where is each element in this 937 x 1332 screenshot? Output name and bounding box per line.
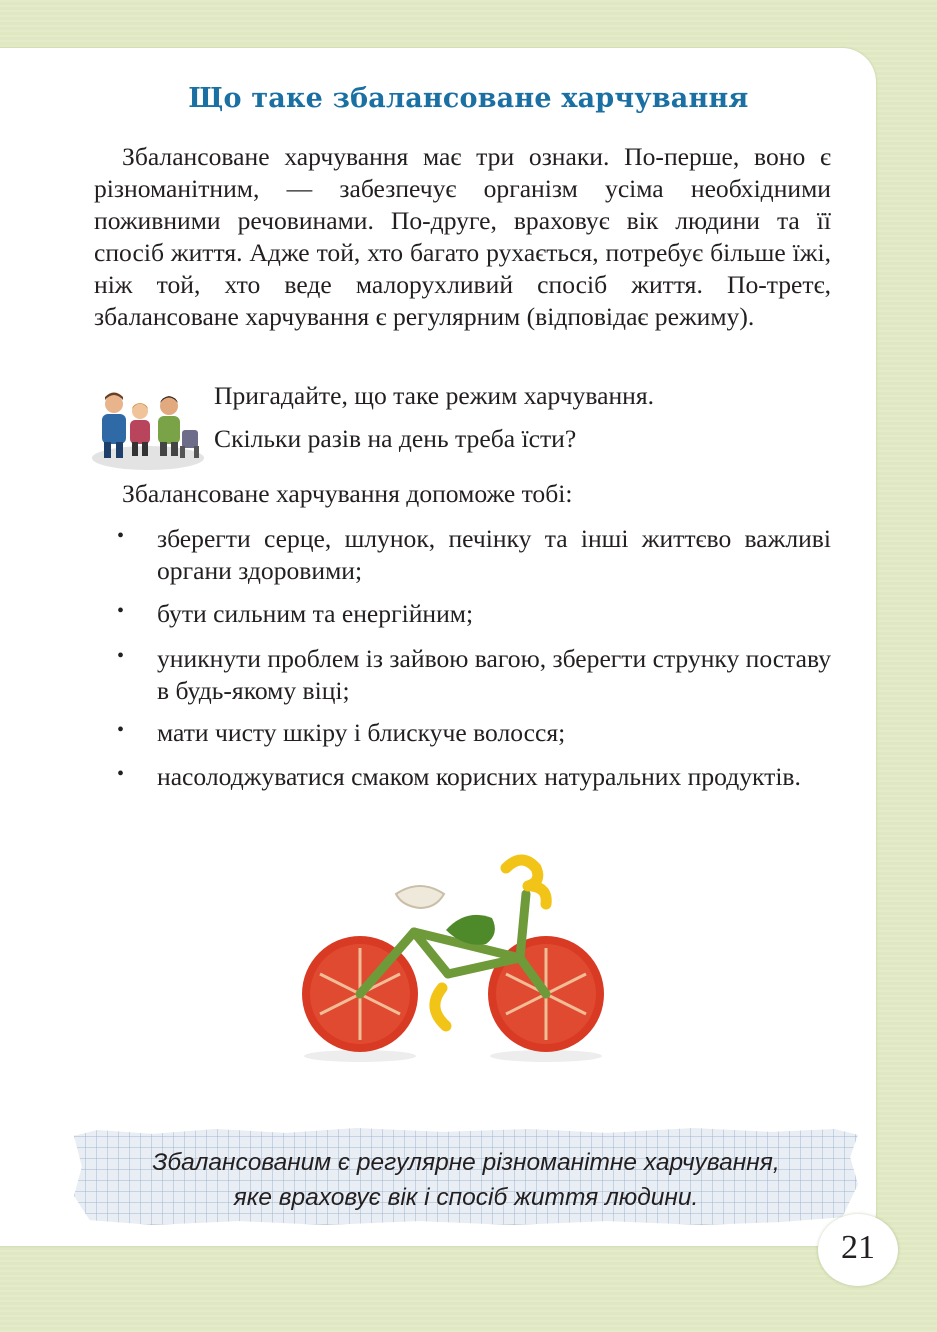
summary-line-1: Збалансованим є регулярне різноманітне харчування, — [152, 1149, 780, 1176]
question-meals-per-day: Скільки разів на день треба їсти? — [214, 424, 577, 453]
question-meal-regime: Пригадайте, що таке режим харчування. — [214, 381, 655, 410]
list-item-text: уникнути проблем із зайвою вагою, зберегти струнку поставу в будь-якому віці; — [157, 644, 832, 705]
list-item-text: зберегти серце, шлунок, печінку та інші життєво важливі органи здоровими; — [157, 524, 831, 585]
intro-paragraph: Збалансоване харчування має три ознаки. По-перше, воно є різноманітним, — забезпечує організм усіма необхідними поживними речовинами. По-друге, враховує вік людини та її спосіб життя. Адже той, хто багато рухається, потребує більше їжі, ніж той, хто веде малорухливий спосіб життя. По-третє, збалансоване харчування є регулярним (відповідає режиму). — [94, 142, 831, 331]
bullet-icon: • — [117, 645, 125, 667]
bullet-icon: • — [117, 525, 125, 547]
list-item-text: бути сильним та енергійним; — [157, 599, 474, 628]
benefits-intro: Збалансоване харчування допоможе тобі: — [122, 479, 573, 508]
group-discussion-icon — [90, 380, 206, 472]
bullet-icon: • — [117, 719, 125, 741]
list-item-text: насолоджуватися смаком корисних натуральних продуктів. — [157, 762, 801, 791]
page-number: 21 — [841, 1229, 875, 1266]
vegetable-bicycle-icon — [296, 848, 610, 1068]
summary-text — [74, 1145, 858, 1215]
list-item-text: мати чисту шкіру і блискуче волосся; — [157, 718, 566, 747]
bullet-icon: • — [117, 600, 125, 622]
summary-line-2: яке враховує вік і спосіб життя людини. — [233, 1184, 699, 1211]
page-title: Що таке збалансоване харчування — [188, 83, 749, 114]
bullet-icon: • — [117, 763, 125, 785]
